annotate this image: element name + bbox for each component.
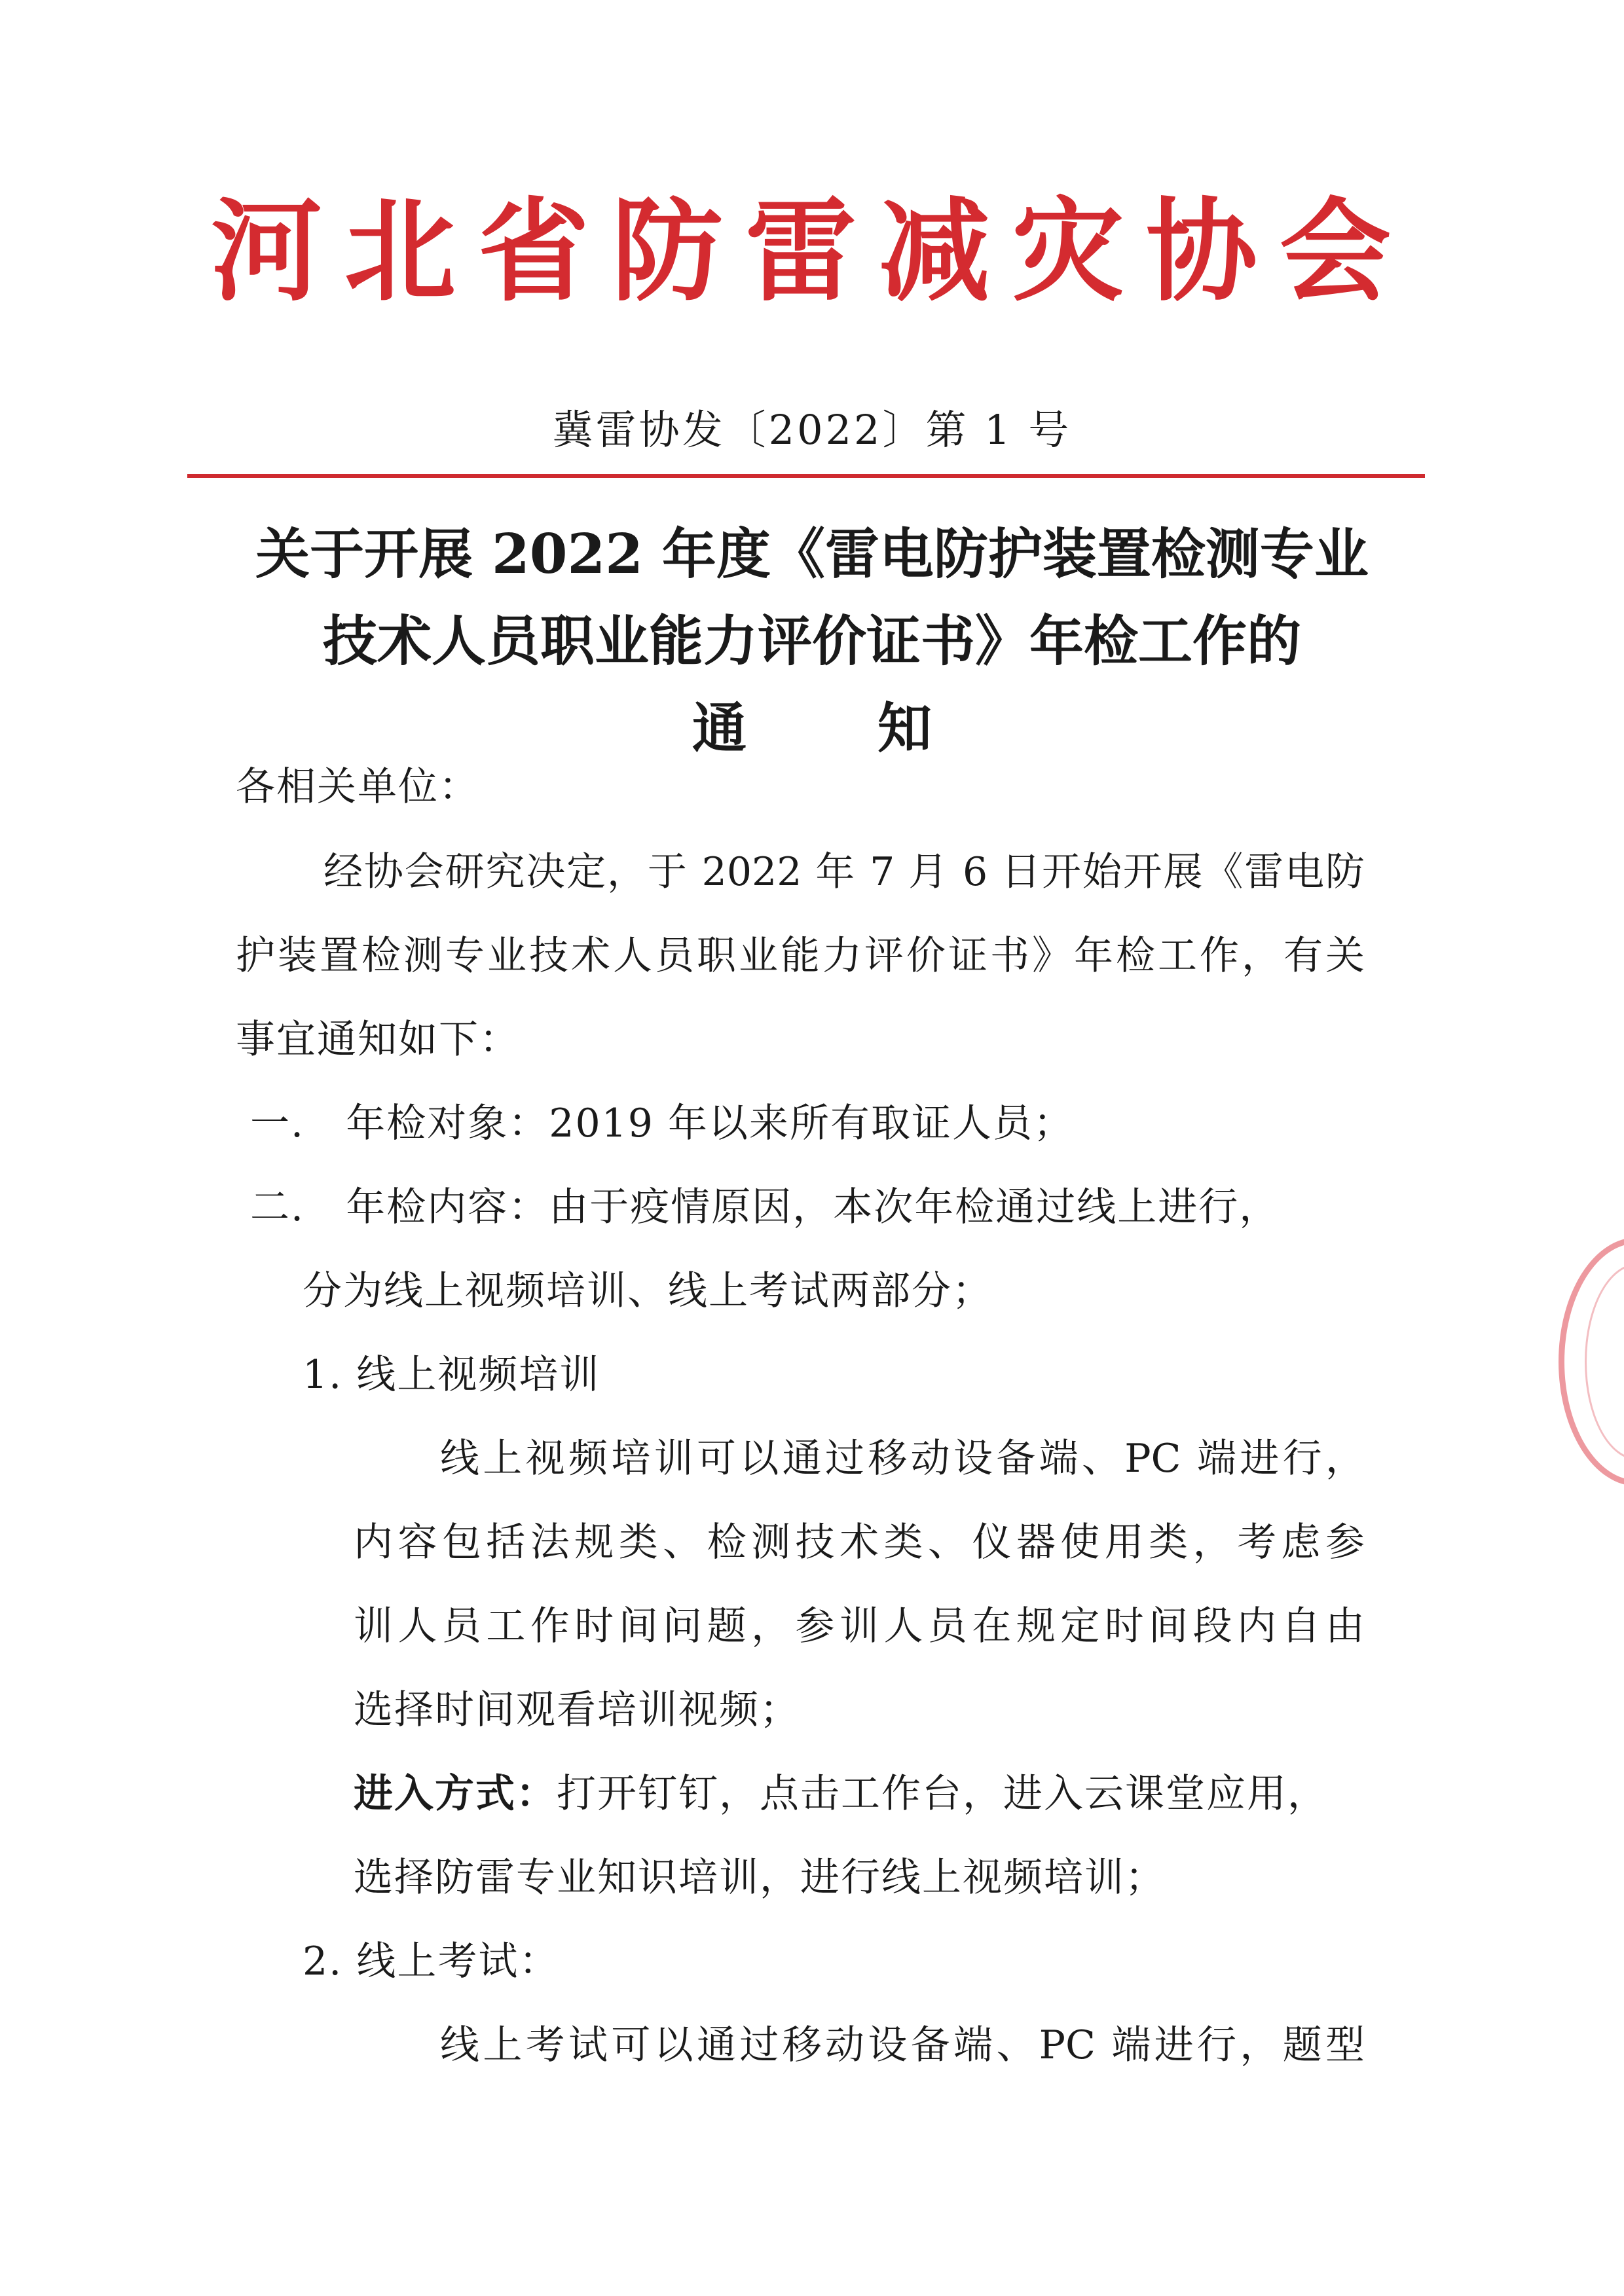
intro-line-2: 护装置检测专业技术人员职业能力评价证书》年检工作，有关	[236, 933, 1365, 979]
access-method-line-2: 选择防雷专业知识培训，进行线上视频培训；	[354, 1855, 1166, 1901]
subsection-2-heading: 2. 线上考试：	[303, 1939, 560, 1984]
access-method-line-1	[354, 1771, 1328, 1817]
subsection-2-line-1: 线上考试可以通过移动设备端、PC 端进行，题型	[440, 2022, 1365, 2068]
intro-line-3: 事宜通知如下：	[236, 1017, 520, 1063]
document-number: 冀雷协发〔2022〕第 1 号	[552, 406, 1072, 454]
intro-line-1: 经协会研究决定，于 2022 年 7 月 6 日开始开展《雷电防	[323, 849, 1365, 895]
item-1: 一. 年检对象：2019 年以来所有取证人员；	[250, 1101, 1075, 1146]
title-line-1: 关于开展 2022 年度《雷电防护装置检测专业	[255, 522, 1369, 586]
subsection-1-line-1: 线上视频培训可以通过移动设备端、PC 端进行，	[440, 1436, 1365, 1482]
organization-header: 河北省防雷减灾协会	[210, 187, 1413, 317]
access-method-text: 打开钉钉，点击工作台，进入云课堂应用，	[557, 1771, 1328, 1817]
red-divider-line	[187, 474, 1425, 478]
subsection-1-line-3: 训人员工作时间问题，参训人员在规定时间段内自由	[354, 1603, 1365, 1649]
subsection-1-heading: 1. 线上视频培训	[303, 1352, 600, 1398]
item-2-line-2: 分为线上视频培训、线上考试两部分；	[303, 1268, 993, 1314]
item-2-line-1: 二. 年检内容：由于疫情原因，本次年检通过线上进行，	[250, 1184, 1280, 1230]
title-line-2: 技术人员职业能力评价证书》年检工作的	[323, 608, 1301, 673]
subsection-1-line-2: 内容包括法规类、检测技术类、仪器使用类，考虑参	[354, 1520, 1365, 1565]
access-method-label: 进入方式：	[354, 1771, 557, 1817]
subsection-1-line-4: 选择时间观看培训视频；	[354, 1687, 800, 1733]
notice-title	[190, 511, 1434, 771]
title-line-3: 通知	[692, 695, 1063, 760]
salutation: 各相关单位：	[236, 764, 479, 810]
